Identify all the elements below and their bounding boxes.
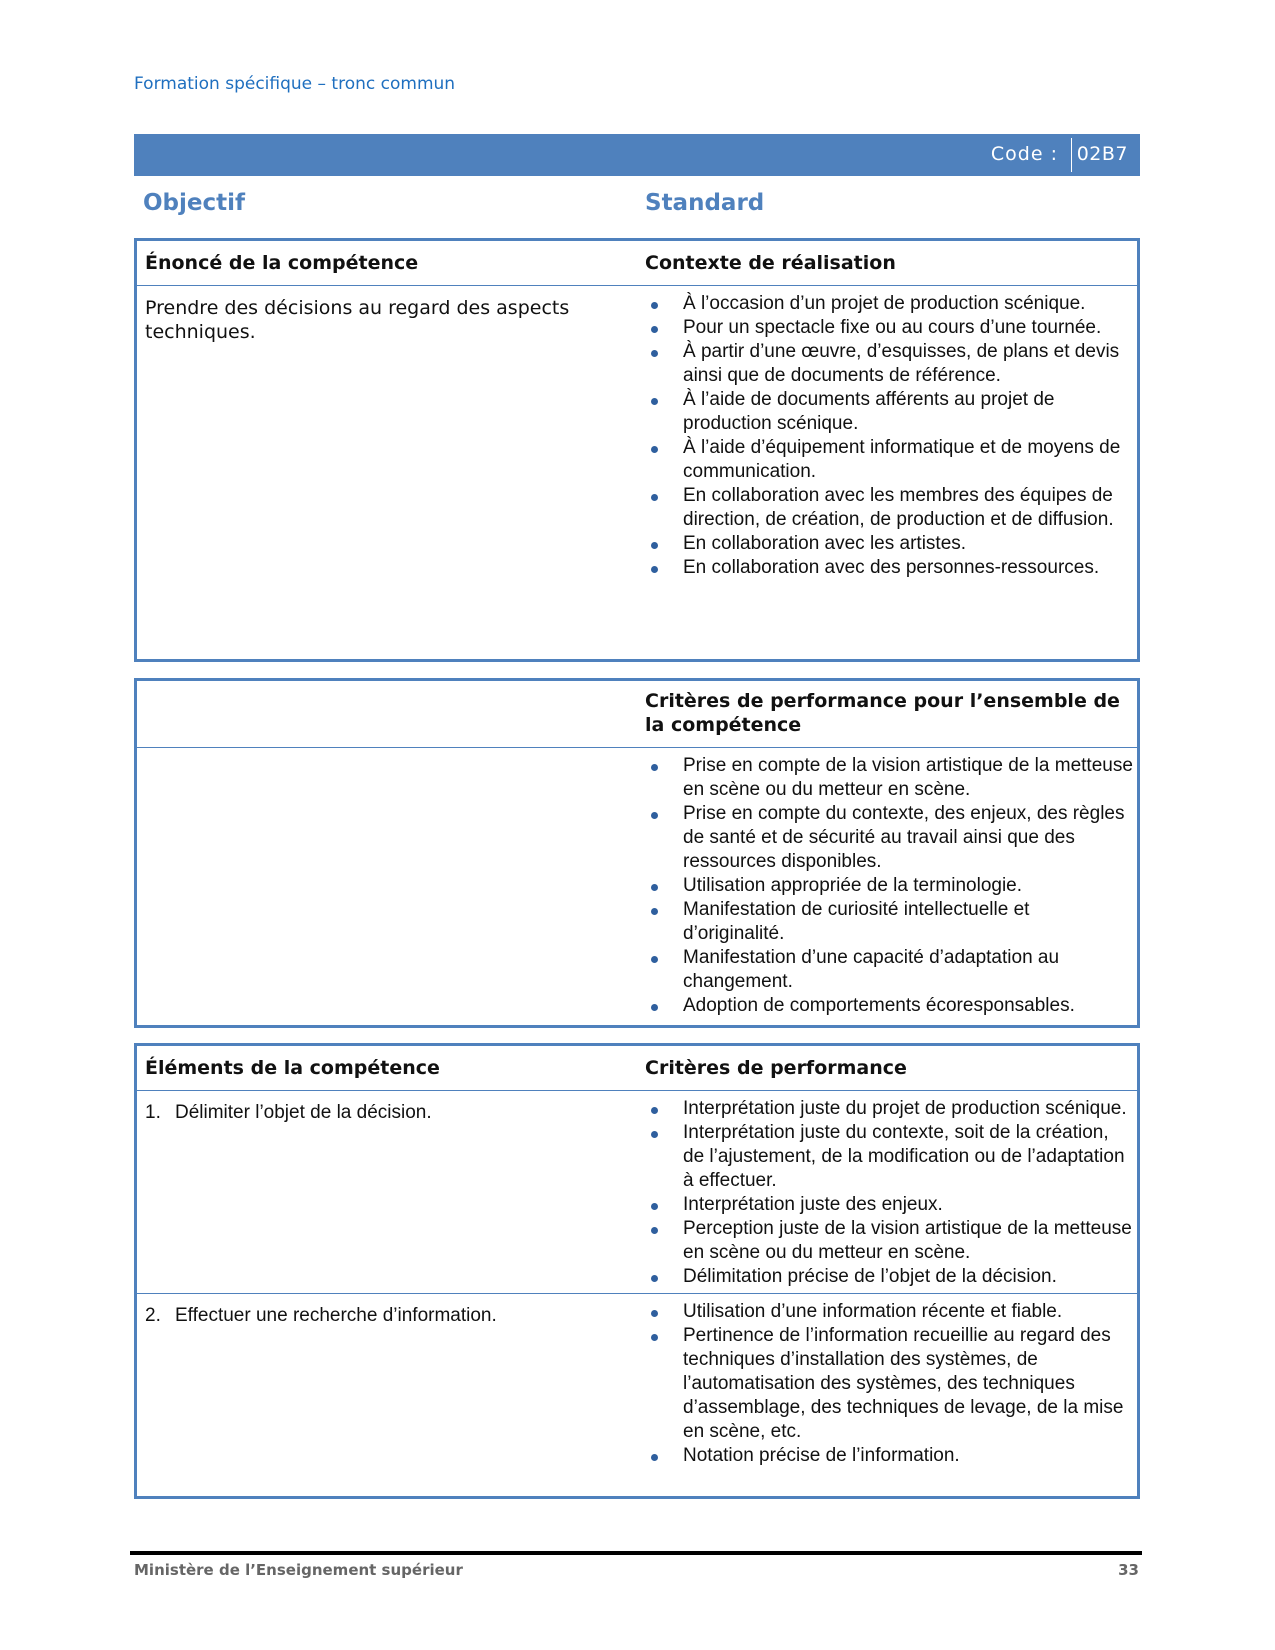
list-item: En collaboration avec des personnes-ressources. [645,556,1133,580]
header-empty [137,681,637,747]
list-item: Prise en compte du contexte, des enjeux, des règles de santé et de sécurité au travail ainsi que des ressources disponibles. [645,802,1133,874]
page-number: 33 [1118,1561,1139,1579]
list-item: Utilisation d’une information récente et fiable. [645,1300,1133,1324]
header-enonce: Énoncé de la compétence [145,252,419,274]
list-item: Délimitation précise de l’objet de la décision. [645,1265,1133,1289]
header-elements: Éléments de la compétence [145,1057,440,1079]
list-item: Adoption de comportements écoresponsables. [645,994,1133,1018]
element-item [145,1304,629,1328]
table-row [137,285,1137,588]
element-item [145,1101,629,1125]
header-criteres-ensemble: Critères de performance pour l’ensemble de la compétence [645,690,1120,736]
section-title-standard: Standard [645,190,765,216]
list-item: Interprétation juste des enjeux. [645,1193,1133,1217]
list-item: Utilisation appropriée de la terminologie. [645,874,1133,898]
list-item: Pour un spectacle fixe ou au cours d’une tournée. [645,316,1133,340]
global-criteria-list [645,754,1133,1018]
empty-cell [137,748,637,1026]
running-head: Formation spécifique – tronc commun [134,74,456,94]
element-number: 1. [145,1102,161,1123]
table-row [137,1293,1137,1476]
table-row [137,747,1137,1026]
table-header-row [137,681,1137,747]
section-title-objectif: Objectif [143,190,246,216]
list-item: Interprétation juste du projet de production scénique. [645,1097,1133,1121]
list-item: À partir d’une œuvre, d’esquisses, de plans et devis ainsi que de documents de référence. [645,340,1133,388]
list-item: Manifestation d’une capacité d’adaptation au changement. [645,946,1133,994]
list-item: Pertinence de l’information recueillie au regard des techniques d’installation des systèmes, de l’automatisation des systèmes, des techniques d’assemblage, des techniques de levage, de la mise en scène, etc. [645,1324,1133,1444]
code-bar [134,134,1140,176]
table-header-row [137,1046,1137,1090]
code-separator [1071,138,1072,172]
footer-publisher: Ministère de l’Enseignement supérieur [134,1561,463,1579]
context-list [645,292,1133,580]
element-criteria-list [645,1097,1133,1289]
list-item: Interprétation juste du contexte, soit de la création, de l’ajustement, de la modification ou de l’adaptation à effectuer. [645,1121,1133,1193]
list-item: Perception juste de la vision artistique de la metteuse en scène ou du metteur en scène. [645,1217,1133,1265]
code-value: 02B7 [1076,143,1128,165]
header-contexte: Contexte de réalisation [645,252,896,274]
list-item: À l’occasion d’un projet de production scénique. [645,292,1133,316]
list-item: À l’aide d’équipement informatique et de moyens de communication. [645,436,1133,484]
element-label: Effectuer une recherche d’information. [175,1305,497,1326]
code-label: Code : [990,143,1058,165]
list-item: Prise en compte de la vision artistique de la metteuse en scène ou du metteur en scène. [645,754,1133,802]
element-number: 2. [145,1305,161,1326]
competence-statement: Prendre des décisions au regard des aspects techniques. [145,297,570,343]
table-header-row [137,241,1137,285]
list-item: Notation précise de l’information. [645,1444,1133,1468]
table-row [137,1090,1137,1293]
element-criteria-list [645,1300,1133,1468]
list-item: À l’aide de documents afférents au projet de production scénique. [645,388,1133,436]
global-criteria-table [134,678,1140,1028]
header-criteres: Critères de performance [645,1057,907,1079]
list-item: En collaboration avec les artistes. [645,532,1133,556]
competence-statement-table [134,238,1140,662]
list-item: Manifestation de curiosité intellectuelle et d’originalité. [645,898,1133,946]
list-item: En collaboration avec les membres des équipes de direction, de création, de production et de diffusion. [645,484,1133,532]
footer-rule [130,1551,1142,1555]
elements-table [134,1043,1140,1499]
element-label: Délimiter l’objet de la décision. [175,1102,432,1123]
